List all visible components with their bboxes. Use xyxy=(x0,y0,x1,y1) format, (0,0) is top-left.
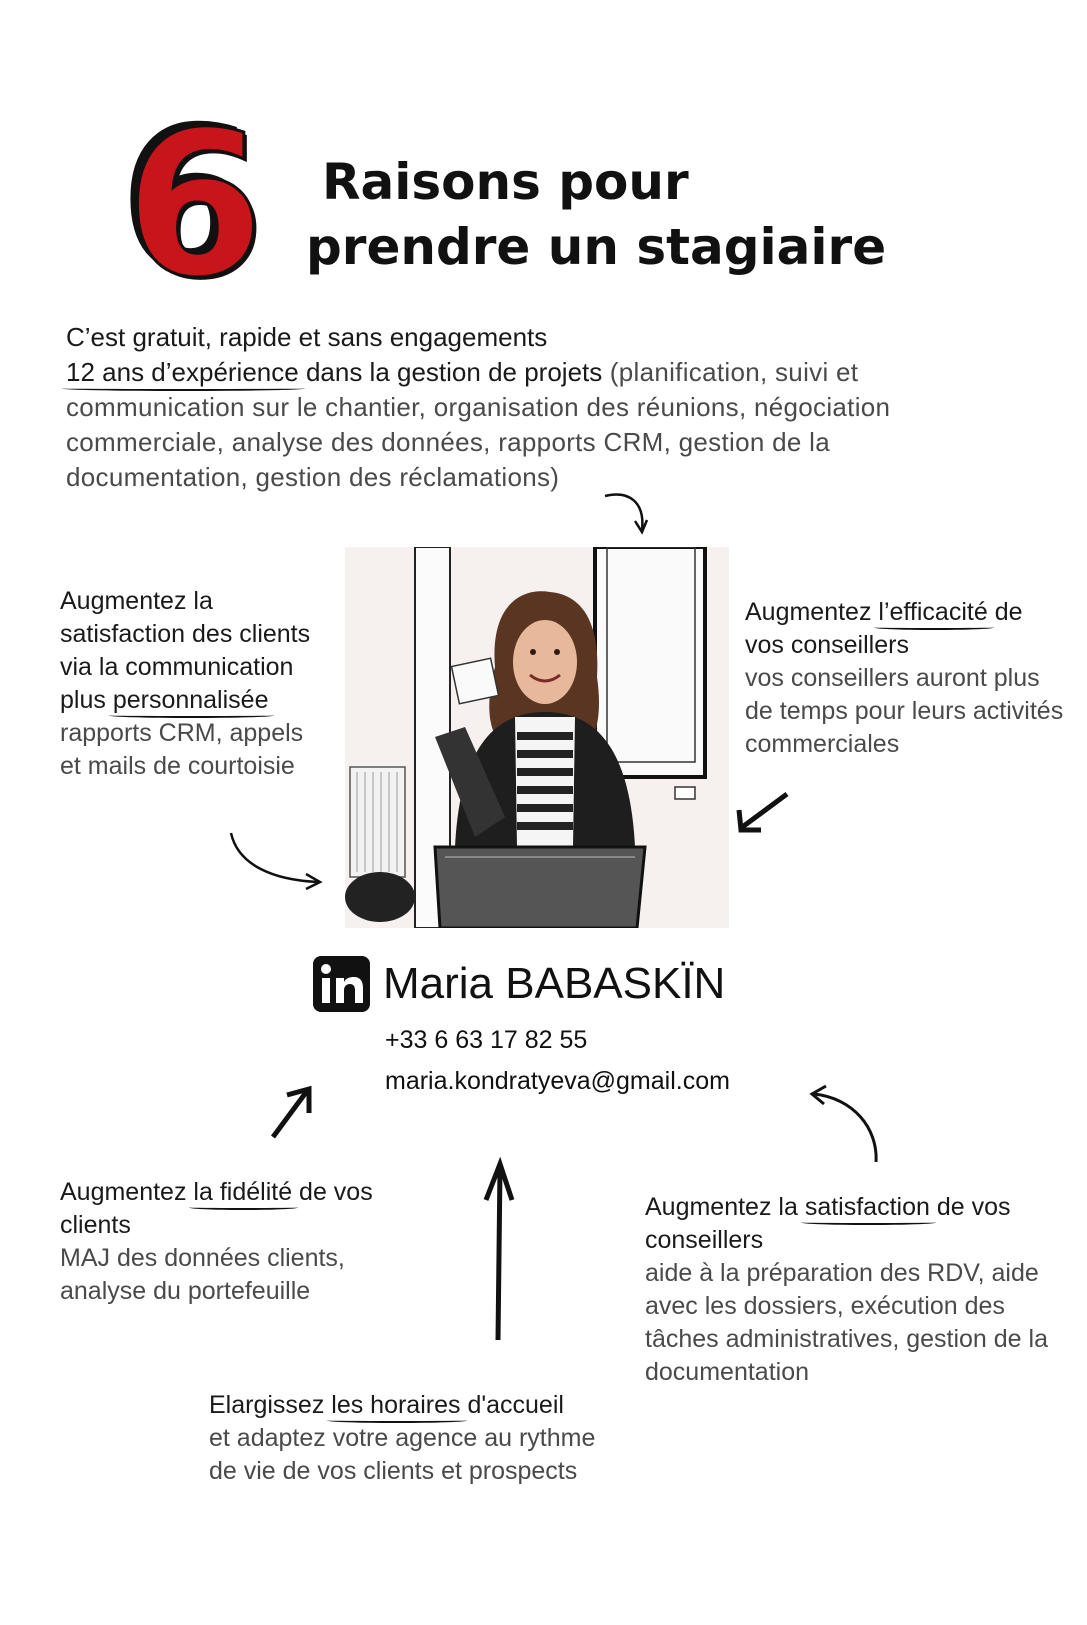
arrow-up-right-icon xyxy=(265,1085,325,1145)
intro-highlight: 12 ans d’expérience xyxy=(66,357,299,387)
reason-sat-detail: aide à la préparation des RDV, aide avec les dossiers, exécution des tâches administratives, gestion de la documentation xyxy=(645,1259,1048,1386)
contact-phone[interactable]: +33 6 63 17 82 55 xyxy=(385,1026,588,1054)
reason-sat-lead-end: de vos conseillers xyxy=(645,1193,1011,1254)
intro-experience xyxy=(66,355,946,495)
reason-sat-lead: Augmentez la xyxy=(645,1193,805,1221)
reason-advisor-satisfaction xyxy=(645,1191,1065,1389)
intro-details: (planification, suivi et communication sur le chantier, organisation des réunions, négociation commerciale, analyse des données, rapports CRM, gestion de la documentation, gestion des réclamations) xyxy=(66,357,891,492)
reason-left-detail: rapports CRM, appels et mails de courtoisie xyxy=(60,719,304,780)
reason-opening-hours xyxy=(209,1389,609,1488)
reason-client-loyalty xyxy=(60,1176,430,1308)
portrait-photo xyxy=(345,547,729,928)
number-six: 6 xyxy=(125,89,265,322)
reason-hor-underlined: les horaires xyxy=(331,1391,461,1419)
arrow-curved-up-left-icon xyxy=(808,1088,888,1168)
reason-left-lead: Augmentez la satisfaction des clients via la communication plus xyxy=(60,587,311,714)
contact-email[interactable]: maria.kondratyeva@gmail.com xyxy=(385,1067,730,1095)
reason-fid-underlined: la fidélité xyxy=(193,1178,293,1206)
linkedin-icon[interactable] xyxy=(313,956,370,1012)
reason-right-lead: Augmentez xyxy=(745,598,879,626)
reason-fid-lead-end: de vos clients xyxy=(60,1178,373,1239)
reason-fid-detail: MAJ des données clients, analyse du portefeuille xyxy=(60,1244,345,1305)
arrow-left-down-icon xyxy=(735,790,795,840)
page-title-line1: Raisons pour xyxy=(322,153,689,211)
reason-client-satisfaction xyxy=(60,585,320,783)
reason-right-underlined: l’efficacité xyxy=(878,598,988,626)
intro-line2: dans la gestion de projets xyxy=(298,357,603,387)
intro-line1: C’est gratuit, rapide et sans engagements xyxy=(66,322,548,352)
arrow-up-icon xyxy=(480,1160,520,1345)
reason-fid-lead: Augmentez xyxy=(60,1178,194,1206)
contact-name: Maria BABASKÏN xyxy=(383,959,726,1008)
reason-left-underlined: personnalisée xyxy=(112,686,269,714)
intro-block xyxy=(66,320,946,495)
reason-right-detail: vos conseillers auront plus de temps pour leurs activités commerciales xyxy=(745,664,1064,758)
arrow-down-icon xyxy=(600,488,660,538)
page-title-line2: prendre un stagiaire xyxy=(306,218,887,276)
portrait-illustration xyxy=(345,547,729,928)
reason-sat-underlined: satisfaction xyxy=(804,1193,930,1221)
reason-advisor-efficiency xyxy=(745,596,1065,761)
reason-hor-detail: et adaptez votre agence au rythme de vie de vos clients et prospects xyxy=(209,1424,596,1485)
reason-hor-lead: Elargissez xyxy=(209,1391,332,1419)
reason-right-lead-end: de vos conseillers xyxy=(745,598,1023,659)
reason-hor-lead-end: d'accueil xyxy=(460,1391,564,1419)
arrow-right-icon xyxy=(228,830,328,890)
